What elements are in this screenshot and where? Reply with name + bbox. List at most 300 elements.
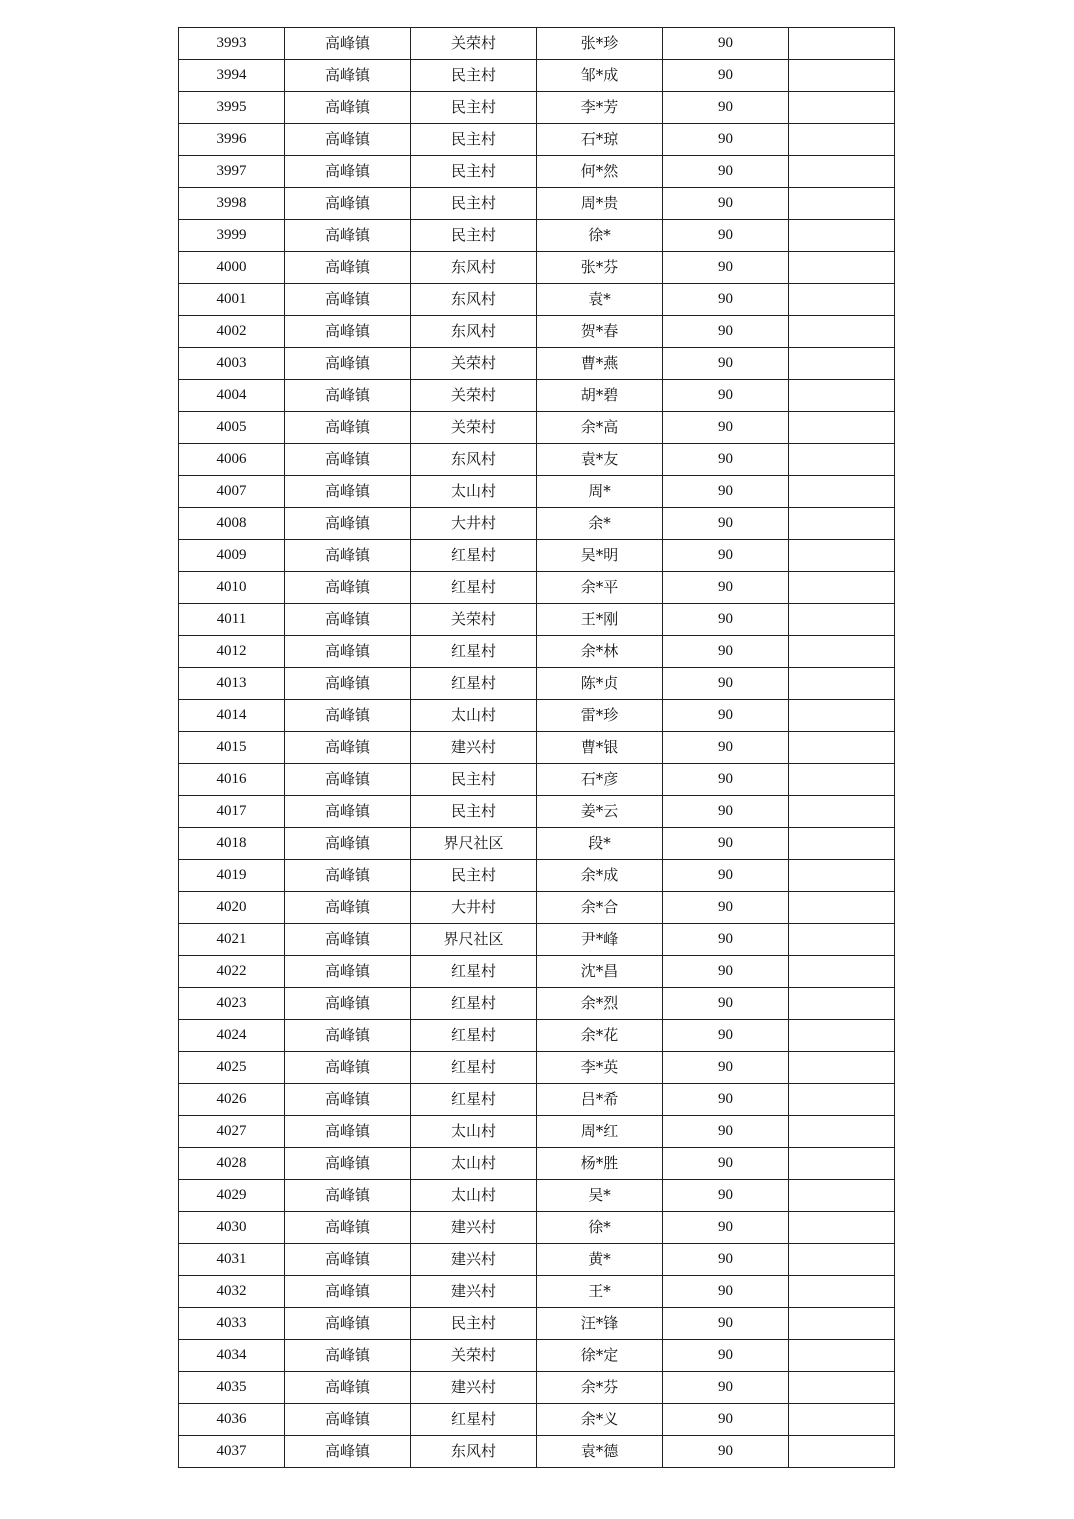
cell-remark (789, 988, 895, 1020)
cell-amount: 90 (663, 1308, 789, 1340)
cell-remark (789, 956, 895, 988)
cell-village: 红星村 (411, 1404, 537, 1436)
cell-remark (789, 1308, 895, 1340)
cell-township: 高峰镇 (285, 1084, 411, 1116)
cell-village: 东风村 (411, 444, 537, 476)
cell-name: 余* (537, 508, 663, 540)
table-row (179, 92, 895, 124)
cell-township: 高峰镇 (285, 284, 411, 316)
cell-serial-number: 4000 (179, 252, 285, 284)
cell-village: 界尺社区 (411, 924, 537, 956)
cell-amount: 90 (663, 796, 789, 828)
cell-township: 高峰镇 (285, 1212, 411, 1244)
table-row (179, 988, 895, 1020)
cell-name: 余*义 (537, 1404, 663, 1436)
table-row (179, 60, 895, 92)
table-row (179, 604, 895, 636)
cell-village: 红星村 (411, 956, 537, 988)
cell-village: 建兴村 (411, 1276, 537, 1308)
cell-township: 高峰镇 (285, 1308, 411, 1340)
cell-remark (789, 508, 895, 540)
cell-village: 关荣村 (411, 348, 537, 380)
table-row (179, 636, 895, 668)
cell-amount: 90 (663, 668, 789, 700)
cell-name: 余*芬 (537, 1372, 663, 1404)
cell-serial-number: 4005 (179, 412, 285, 444)
table-row (179, 252, 895, 284)
cell-remark (789, 1180, 895, 1212)
table-row (179, 1436, 895, 1468)
cell-name: 余*烈 (537, 988, 663, 1020)
cell-remark (789, 1020, 895, 1052)
cell-township: 高峰镇 (285, 380, 411, 412)
cell-remark (789, 156, 895, 188)
cell-serial-number: 4031 (179, 1244, 285, 1276)
cell-township: 高峰镇 (285, 668, 411, 700)
cell-village: 民主村 (411, 796, 537, 828)
cell-village: 红星村 (411, 988, 537, 1020)
cell-name: 徐*定 (537, 1340, 663, 1372)
cell-village: 关荣村 (411, 1340, 537, 1372)
cell-village: 民主村 (411, 156, 537, 188)
table-row (179, 412, 895, 444)
cell-amount: 90 (663, 92, 789, 124)
cell-township: 高峰镇 (285, 60, 411, 92)
cell-name: 袁*德 (537, 1436, 663, 1468)
cell-village: 东风村 (411, 1436, 537, 1468)
cell-amount: 90 (663, 28, 789, 60)
table-row (179, 700, 895, 732)
cell-remark (789, 124, 895, 156)
cell-serial-number: 4026 (179, 1084, 285, 1116)
cell-name: 石*琼 (537, 124, 663, 156)
cell-name: 李*芳 (537, 92, 663, 124)
cell-serial-number: 4033 (179, 1308, 285, 1340)
cell-name: 周*贵 (537, 188, 663, 220)
table-row (179, 1244, 895, 1276)
cell-remark (789, 892, 895, 924)
cell-township: 高峰镇 (285, 1372, 411, 1404)
cell-township: 高峰镇 (285, 1180, 411, 1212)
cell-serial-number: 4019 (179, 860, 285, 892)
cell-remark (789, 316, 895, 348)
cell-remark (789, 28, 895, 60)
cell-amount: 90 (663, 1244, 789, 1276)
cell-amount: 90 (663, 220, 789, 252)
table-row (179, 796, 895, 828)
cell-serial-number: 4018 (179, 828, 285, 860)
table-row (179, 1180, 895, 1212)
cell-name: 黄* (537, 1244, 663, 1276)
roster-sheet (178, 27, 894, 1468)
cell-amount: 90 (663, 956, 789, 988)
cell-village: 民主村 (411, 860, 537, 892)
roster-table (178, 27, 895, 1468)
roster-table-body (179, 28, 895, 1468)
cell-amount: 90 (663, 1020, 789, 1052)
cell-amount: 90 (663, 284, 789, 316)
cell-remark (789, 700, 895, 732)
cell-name: 石*彦 (537, 764, 663, 796)
cell-township: 高峰镇 (285, 828, 411, 860)
cell-township: 高峰镇 (285, 1052, 411, 1084)
cell-township: 高峰镇 (285, 1116, 411, 1148)
cell-serial-number: 3993 (179, 28, 285, 60)
cell-name: 余*平 (537, 572, 663, 604)
cell-serial-number: 4037 (179, 1436, 285, 1468)
cell-remark (789, 924, 895, 956)
cell-serial-number: 4002 (179, 316, 285, 348)
cell-village: 红星村 (411, 1020, 537, 1052)
cell-amount: 90 (663, 924, 789, 956)
cell-township: 高峰镇 (285, 348, 411, 380)
table-row (179, 1276, 895, 1308)
cell-amount: 90 (663, 732, 789, 764)
cell-serial-number: 4001 (179, 284, 285, 316)
cell-amount: 90 (663, 444, 789, 476)
cell-village: 民主村 (411, 60, 537, 92)
cell-village: 民主村 (411, 764, 537, 796)
cell-serial-number: 4025 (179, 1052, 285, 1084)
cell-village: 关荣村 (411, 380, 537, 412)
cell-name: 雷*珍 (537, 700, 663, 732)
cell-township: 高峰镇 (285, 220, 411, 252)
table-row (179, 28, 895, 60)
cell-remark (789, 636, 895, 668)
cell-amount: 90 (663, 860, 789, 892)
table-row (179, 1404, 895, 1436)
cell-serial-number: 3997 (179, 156, 285, 188)
cell-village: 红星村 (411, 1052, 537, 1084)
cell-amount: 90 (663, 764, 789, 796)
cell-village: 东风村 (411, 252, 537, 284)
cell-township: 高峰镇 (285, 1340, 411, 1372)
table-row (179, 316, 895, 348)
cell-township: 高峰镇 (285, 892, 411, 924)
cell-township: 高峰镇 (285, 316, 411, 348)
cell-name: 李*英 (537, 1052, 663, 1084)
cell-township: 高峰镇 (285, 988, 411, 1020)
cell-amount: 90 (663, 1340, 789, 1372)
cell-township: 高峰镇 (285, 700, 411, 732)
cell-serial-number: 4009 (179, 540, 285, 572)
cell-serial-number: 4036 (179, 1404, 285, 1436)
cell-remark (789, 860, 895, 892)
cell-village: 红星村 (411, 540, 537, 572)
cell-name: 杨*胜 (537, 1148, 663, 1180)
cell-amount: 90 (663, 348, 789, 380)
cell-village: 民主村 (411, 1308, 537, 1340)
cell-township: 高峰镇 (285, 124, 411, 156)
cell-name: 张*珍 (537, 28, 663, 60)
cell-name: 曹*银 (537, 732, 663, 764)
cell-township: 高峰镇 (285, 732, 411, 764)
table-row (179, 1052, 895, 1084)
cell-name: 余*花 (537, 1020, 663, 1052)
cell-remark (789, 1372, 895, 1404)
cell-amount: 90 (663, 508, 789, 540)
cell-remark (789, 188, 895, 220)
cell-village: 太山村 (411, 476, 537, 508)
cell-serial-number: 4027 (179, 1116, 285, 1148)
table-row (179, 956, 895, 988)
table-row (179, 380, 895, 412)
cell-village: 红星村 (411, 1084, 537, 1116)
cell-village: 民主村 (411, 220, 537, 252)
cell-amount: 90 (663, 1212, 789, 1244)
cell-amount: 90 (663, 1052, 789, 1084)
cell-name: 袁*友 (537, 444, 663, 476)
cell-township: 高峰镇 (285, 188, 411, 220)
cell-amount: 90 (663, 60, 789, 92)
cell-serial-number: 4013 (179, 668, 285, 700)
cell-township: 高峰镇 (285, 924, 411, 956)
cell-amount: 90 (663, 1116, 789, 1148)
cell-remark (789, 1436, 895, 1468)
cell-serial-number: 4006 (179, 444, 285, 476)
cell-name: 贺*春 (537, 316, 663, 348)
cell-serial-number: 3999 (179, 220, 285, 252)
cell-serial-number: 3995 (179, 92, 285, 124)
cell-name: 余*高 (537, 412, 663, 444)
cell-village: 关荣村 (411, 604, 537, 636)
cell-serial-number: 4012 (179, 636, 285, 668)
cell-village: 大井村 (411, 508, 537, 540)
cell-township: 高峰镇 (285, 956, 411, 988)
cell-amount: 90 (663, 476, 789, 508)
cell-name: 汪*锋 (537, 1308, 663, 1340)
cell-village: 太山村 (411, 1180, 537, 1212)
cell-remark (789, 764, 895, 796)
cell-serial-number: 4014 (179, 700, 285, 732)
cell-remark (789, 444, 895, 476)
cell-remark (789, 284, 895, 316)
cell-serial-number: 4022 (179, 956, 285, 988)
cell-name: 何*然 (537, 156, 663, 188)
table-row (179, 860, 895, 892)
cell-serial-number: 4016 (179, 764, 285, 796)
cell-name: 吴*明 (537, 540, 663, 572)
cell-name: 张*芬 (537, 252, 663, 284)
cell-amount: 90 (663, 124, 789, 156)
cell-remark (789, 796, 895, 828)
cell-name: 胡*碧 (537, 380, 663, 412)
cell-name: 徐* (537, 1212, 663, 1244)
cell-amount: 90 (663, 1276, 789, 1308)
table-row (179, 1308, 895, 1340)
cell-remark (789, 348, 895, 380)
cell-village: 界尺社区 (411, 828, 537, 860)
cell-amount: 90 (663, 316, 789, 348)
cell-name: 段* (537, 828, 663, 860)
cell-remark (789, 1052, 895, 1084)
table-row (179, 1020, 895, 1052)
cell-township: 高峰镇 (285, 156, 411, 188)
table-row (179, 284, 895, 316)
cell-village: 红星村 (411, 636, 537, 668)
cell-serial-number: 4021 (179, 924, 285, 956)
cell-village: 民主村 (411, 188, 537, 220)
table-row (179, 1084, 895, 1116)
cell-township: 高峰镇 (285, 508, 411, 540)
cell-name: 徐* (537, 220, 663, 252)
cell-township: 高峰镇 (285, 796, 411, 828)
table-row (179, 540, 895, 572)
cell-township: 高峰镇 (285, 1276, 411, 1308)
table-row (179, 1212, 895, 1244)
cell-township: 高峰镇 (285, 444, 411, 476)
cell-serial-number: 4032 (179, 1276, 285, 1308)
cell-amount: 90 (663, 892, 789, 924)
cell-name: 曹*燕 (537, 348, 663, 380)
cell-serial-number: 4003 (179, 348, 285, 380)
table-row (179, 444, 895, 476)
cell-township: 高峰镇 (285, 476, 411, 508)
cell-remark (789, 1084, 895, 1116)
cell-remark (789, 1244, 895, 1276)
cell-name: 王*刚 (537, 604, 663, 636)
cell-township: 高峰镇 (285, 764, 411, 796)
cell-name: 邹*成 (537, 60, 663, 92)
cell-amount: 90 (663, 572, 789, 604)
cell-amount: 90 (663, 828, 789, 860)
cell-remark (789, 92, 895, 124)
cell-amount: 90 (663, 1084, 789, 1116)
cell-name: 姜*云 (537, 796, 663, 828)
table-row (179, 124, 895, 156)
cell-township: 高峰镇 (285, 1436, 411, 1468)
cell-name: 王* (537, 1276, 663, 1308)
cell-amount: 90 (663, 700, 789, 732)
table-row (179, 924, 895, 956)
cell-serial-number: 4015 (179, 732, 285, 764)
cell-name: 周*红 (537, 1116, 663, 1148)
cell-amount: 90 (663, 540, 789, 572)
cell-village: 民主村 (411, 92, 537, 124)
cell-name: 吕*希 (537, 1084, 663, 1116)
cell-village: 关荣村 (411, 28, 537, 60)
cell-township: 高峰镇 (285, 92, 411, 124)
cell-serial-number: 4030 (179, 1212, 285, 1244)
cell-village: 太山村 (411, 1148, 537, 1180)
cell-amount: 90 (663, 1436, 789, 1468)
cell-remark (789, 1276, 895, 1308)
cell-name: 吴* (537, 1180, 663, 1212)
cell-serial-number: 3996 (179, 124, 285, 156)
cell-remark (789, 252, 895, 284)
cell-remark (789, 572, 895, 604)
cell-township: 高峰镇 (285, 28, 411, 60)
cell-name: 陈*贞 (537, 668, 663, 700)
cell-serial-number: 4035 (179, 1372, 285, 1404)
cell-township: 高峰镇 (285, 1020, 411, 1052)
cell-amount: 90 (663, 636, 789, 668)
cell-serial-number: 4023 (179, 988, 285, 1020)
cell-village: 建兴村 (411, 1212, 537, 1244)
cell-village: 东风村 (411, 316, 537, 348)
cell-township: 高峰镇 (285, 1244, 411, 1276)
table-row (179, 572, 895, 604)
cell-village: 建兴村 (411, 1372, 537, 1404)
cell-serial-number: 4004 (179, 380, 285, 412)
cell-township: 高峰镇 (285, 604, 411, 636)
cell-village: 建兴村 (411, 1244, 537, 1276)
cell-village: 大井村 (411, 892, 537, 924)
cell-remark (789, 220, 895, 252)
table-row (179, 892, 895, 924)
table-row (179, 348, 895, 380)
cell-serial-number: 4011 (179, 604, 285, 636)
cell-remark (789, 668, 895, 700)
cell-serial-number: 4020 (179, 892, 285, 924)
table-row (179, 732, 895, 764)
cell-name: 余*合 (537, 892, 663, 924)
cell-remark (789, 1212, 895, 1244)
cell-remark (789, 476, 895, 508)
cell-township: 高峰镇 (285, 540, 411, 572)
cell-village: 太山村 (411, 700, 537, 732)
cell-amount: 90 (663, 1404, 789, 1436)
cell-amount: 90 (663, 1372, 789, 1404)
cell-amount: 90 (663, 252, 789, 284)
cell-name: 袁* (537, 284, 663, 316)
table-row (179, 668, 895, 700)
table-row (179, 764, 895, 796)
cell-serial-number: 4028 (179, 1148, 285, 1180)
cell-serial-number: 4034 (179, 1340, 285, 1372)
cell-township: 高峰镇 (285, 412, 411, 444)
cell-remark (789, 380, 895, 412)
cell-amount: 90 (663, 1180, 789, 1212)
cell-township: 高峰镇 (285, 860, 411, 892)
cell-village: 民主村 (411, 124, 537, 156)
table-row (179, 828, 895, 860)
cell-remark (789, 60, 895, 92)
cell-remark (789, 828, 895, 860)
table-row (179, 188, 895, 220)
cell-remark (789, 1116, 895, 1148)
cell-village: 红星村 (411, 572, 537, 604)
cell-serial-number: 3994 (179, 60, 285, 92)
cell-village: 东风村 (411, 284, 537, 316)
cell-township: 高峰镇 (285, 252, 411, 284)
cell-serial-number: 4010 (179, 572, 285, 604)
table-row (179, 156, 895, 188)
cell-amount: 90 (663, 988, 789, 1020)
cell-township: 高峰镇 (285, 1404, 411, 1436)
cell-serial-number: 4008 (179, 508, 285, 540)
cell-township: 高峰镇 (285, 572, 411, 604)
cell-township: 高峰镇 (285, 636, 411, 668)
cell-remark (789, 1340, 895, 1372)
cell-name: 周* (537, 476, 663, 508)
cell-amount: 90 (663, 188, 789, 220)
cell-remark (789, 540, 895, 572)
cell-remark (789, 412, 895, 444)
table-row (179, 476, 895, 508)
cell-village: 红星村 (411, 668, 537, 700)
cell-remark (789, 1404, 895, 1436)
cell-serial-number: 4024 (179, 1020, 285, 1052)
table-row (179, 1340, 895, 1372)
cell-amount: 90 (663, 412, 789, 444)
table-row (179, 1372, 895, 1404)
table-row (179, 220, 895, 252)
table-row (179, 1116, 895, 1148)
cell-village: 太山村 (411, 1116, 537, 1148)
cell-amount: 90 (663, 1148, 789, 1180)
cell-village: 关荣村 (411, 412, 537, 444)
